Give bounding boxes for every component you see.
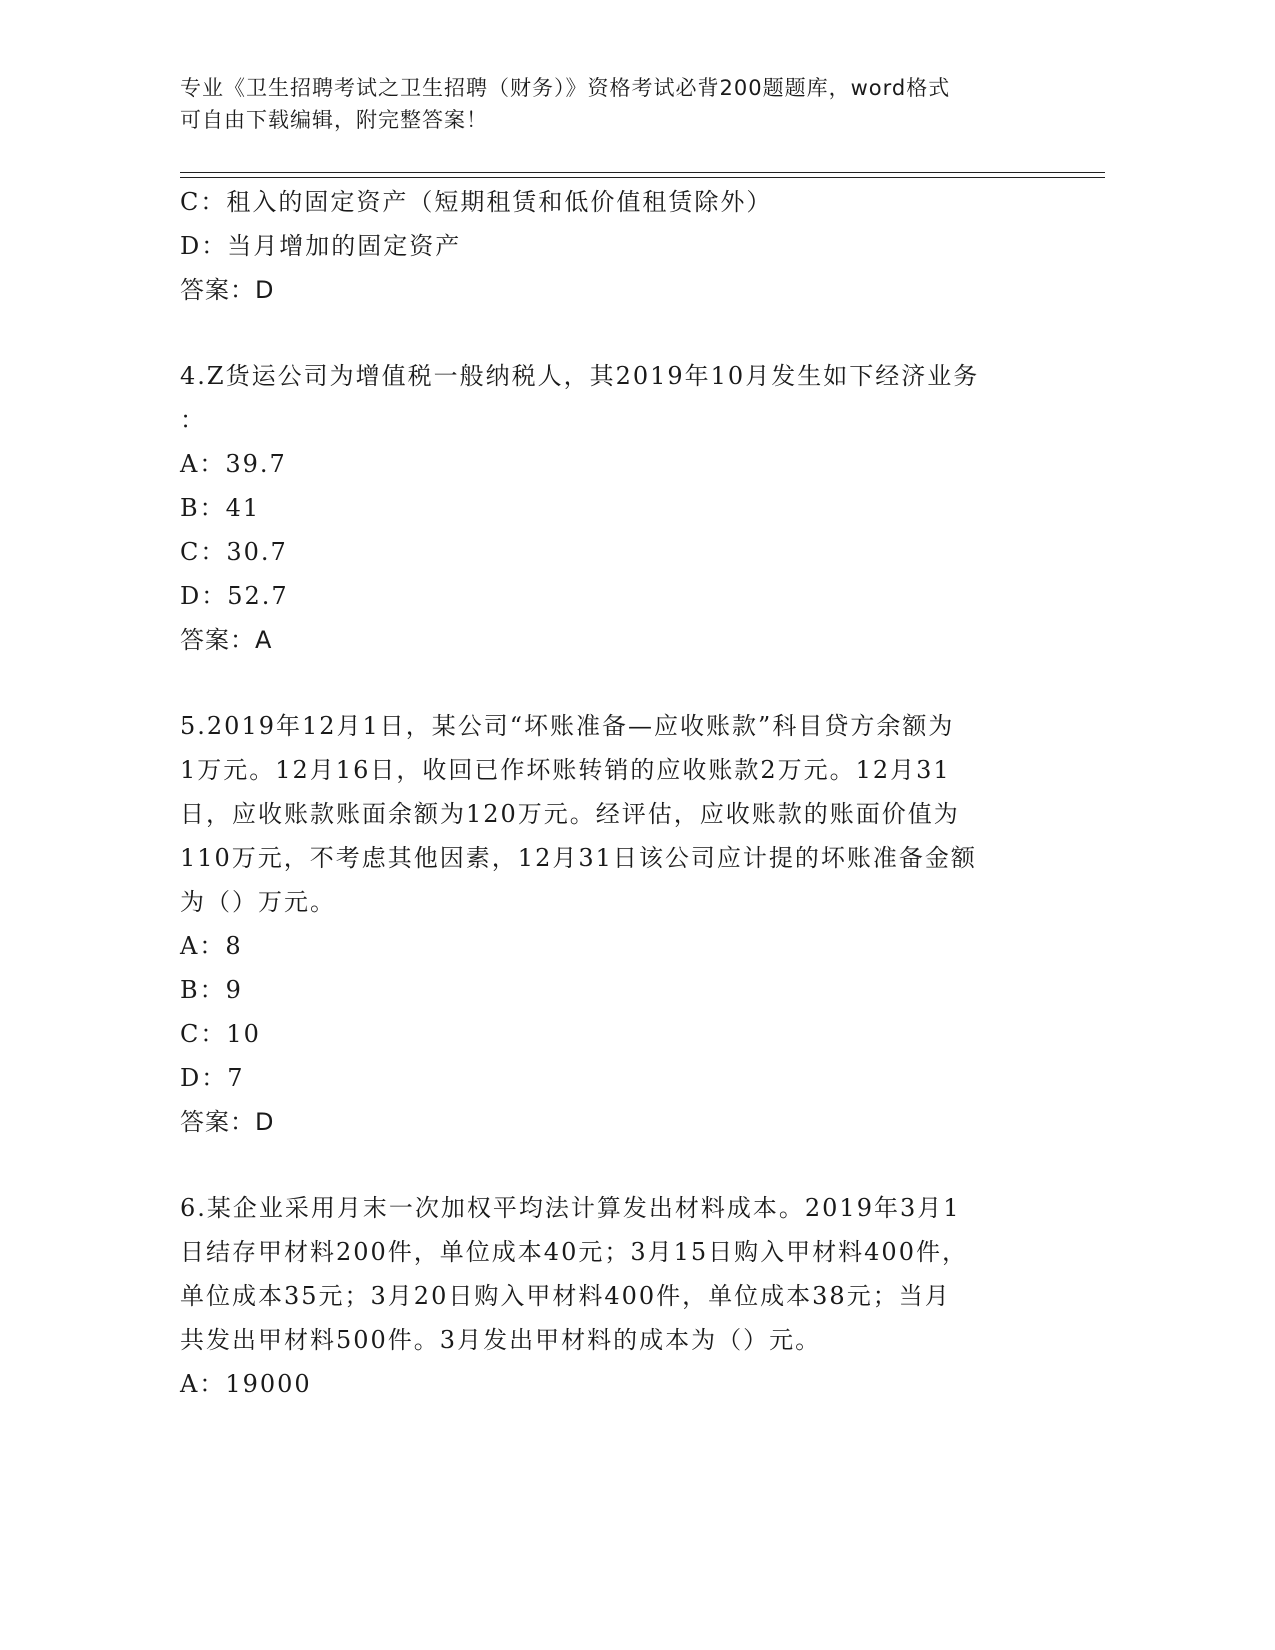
question-6 xyxy=(180,1186,1040,1406)
answer-line: 答案：A xyxy=(180,626,273,654)
option-a: A：8 xyxy=(180,932,243,960)
header-divider-bottom xyxy=(180,177,1105,178)
header-divider-top xyxy=(180,172,1105,173)
question-3 xyxy=(180,180,1040,312)
stem-line: 单位成本35元；3月20日购入甲材料400件，单位成本38元；当月 xyxy=(180,1282,951,1310)
stem-line: 为（）万元。 xyxy=(180,888,336,916)
question-stem xyxy=(180,704,1035,924)
stem-line: ： xyxy=(180,406,206,434)
stem-line: 110万元，不考虑其他因素，12月31日该公司应计提的坏账准备金额 xyxy=(180,844,977,872)
option-d: D：7 xyxy=(180,1064,245,1092)
stem-line: 5.2019年12月1日，某公司“坏账准备—应收账款”科目贷方余额为 xyxy=(180,712,955,740)
option-a: A：19000 xyxy=(180,1370,312,1398)
spacer xyxy=(180,312,1040,354)
option-c: C：10 xyxy=(180,1020,261,1048)
header-title-line-2: 可自由下载编辑，附完整答案！ xyxy=(180,108,488,132)
question-5 xyxy=(180,704,1040,1144)
stem-line: 4.Z货运公司为增值税一般纳税人，其2019年10月发生如下经济业务 xyxy=(180,362,980,390)
question-stem xyxy=(180,1186,1035,1362)
option-c: C：租入的固定资产（短期租赁和低价值租赁除外） xyxy=(180,188,773,216)
question-stem xyxy=(180,354,1035,442)
option-d: D：当月增加的固定资产 xyxy=(180,232,462,260)
answer-line: 答案：D xyxy=(180,1108,275,1136)
answer-line: 答案：D xyxy=(180,276,275,304)
option-b: B：41 xyxy=(180,494,261,522)
stem-line: 日结存甲材料200件，单位成本40元；3月15日购入甲材料400件， xyxy=(180,1238,968,1266)
option-d: D：52.7 xyxy=(180,582,289,610)
stem-line: 6.某企业采用月末一次加权平均法计算发出材料成本。2019年3月1 xyxy=(180,1194,961,1222)
document-header xyxy=(180,72,1080,136)
header-title-line-1: 专业《卫生招聘考试之卫生招聘（财务）》资格考试必背200题题库，word格式 xyxy=(180,76,951,100)
option-a: A：39.7 xyxy=(180,450,287,478)
document-body xyxy=(180,180,1040,1406)
spacer xyxy=(180,1144,1040,1186)
stem-line: 共发出甲材料500件。3月发出甲材料的成本为（）元。 xyxy=(180,1326,822,1354)
stem-line: 日，应收账款账面余额为120万元。经评估，应收账款的账面价值为 xyxy=(180,800,960,828)
option-c: C：30.7 xyxy=(180,538,288,566)
option-b: B：9 xyxy=(180,976,243,1004)
question-4 xyxy=(180,354,1040,662)
spacer xyxy=(180,662,1040,704)
stem-line: 1万元。12月16日，收回已作坏账转销的应收账款2万元。12月31 xyxy=(180,756,951,784)
